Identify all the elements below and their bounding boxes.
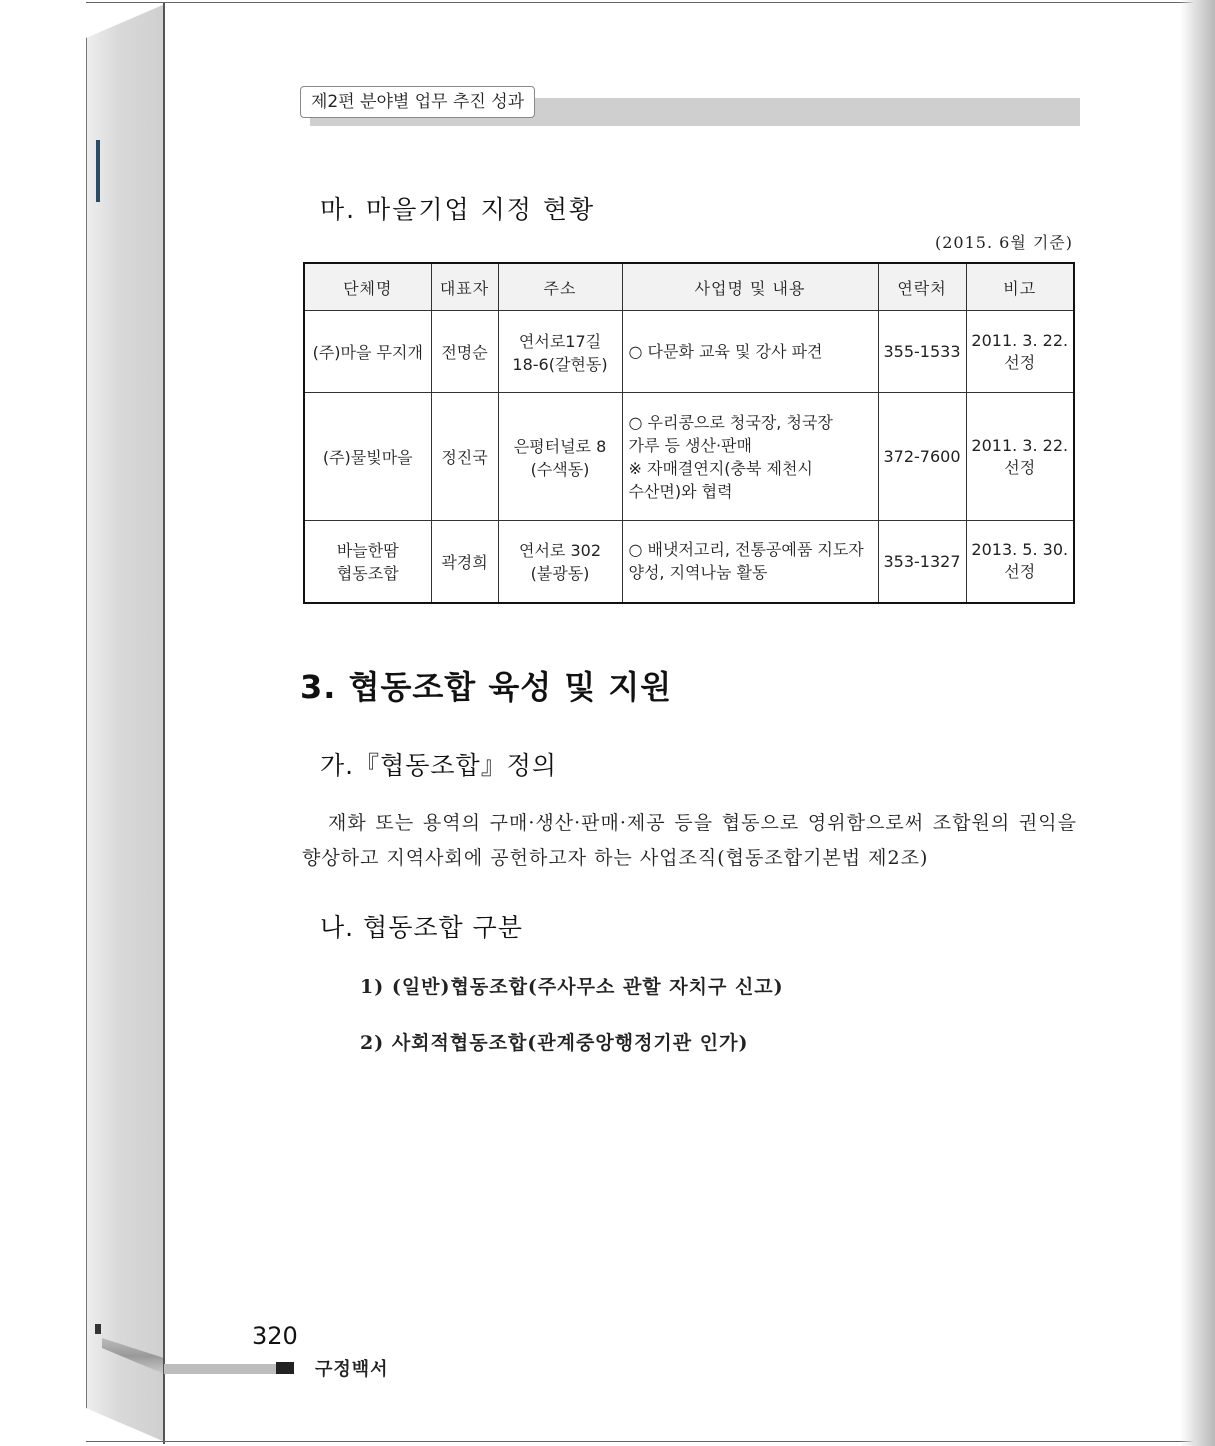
business-cell: ○ 다문화 교육 및 강사 파견 (622, 311, 878, 393)
column-header: 단체명 (304, 263, 431, 311)
table-row (304, 311, 1074, 393)
table-row (304, 521, 1074, 603)
note-cell: 2011. 3. 22. 선정 (966, 311, 1074, 393)
column-header: 연락처 (878, 263, 966, 311)
address-cell: 은평터널로 8 (수색동) (498, 393, 622, 521)
org-name-cell: (주)마을 무지개 (304, 311, 431, 393)
phone-cell: 372-7600 (878, 393, 966, 521)
footer-bar (164, 1364, 276, 1374)
spine-edge (163, 2, 165, 1444)
column-header: 대표자 (431, 263, 498, 311)
cooperative-definition-paragraph: 재화 또는 용역의 구매·생산·판매·제공 등을 협동으로 영위함으로써 조합원의 권익을 향상하고 지역사회에 공헌하고자 하는 사업조직(협동조합기본법 제2조) (302, 812, 1077, 869)
phone-cell: 355-1533 (878, 311, 966, 393)
representative-cell: 전명순 (431, 311, 498, 393)
note-cell: 2011. 3. 22. 선정 (966, 393, 1074, 521)
table-header-row (304, 263, 1074, 311)
page-shadow (1180, 0, 1215, 1446)
representative-cell: 정진국 (431, 393, 498, 521)
org-name-cell: (주)물빛마을 (304, 393, 431, 521)
footer-block (276, 1362, 294, 1374)
section-ma-title: 마. 마을기업 지정 현황 (320, 195, 596, 224)
org-name-cell: 바늘한땀 협동조합 (304, 521, 431, 603)
page-number: 320 (252, 1322, 298, 1350)
address-cell: 연서로17길 18-6(갈현동) (498, 311, 622, 393)
phone-cell: 353-1327 (878, 521, 966, 603)
chapter-header-tab: 제2편 분야별 업무 추진 성과 (300, 86, 535, 118)
cooperative-type-item: 2) 사회적협동조합(관계중앙행정기관 인가) (360, 1032, 749, 1054)
table-date-note: (2015. 6월 기준) (935, 233, 1074, 252)
spine-dot (95, 1324, 101, 1334)
business-cell: ○ 배냇저고리, 전통공예품 지도자 양성, 지역나눔 활동 (622, 521, 878, 603)
column-header: 주소 (498, 263, 622, 311)
village-enterprise-table (303, 262, 1075, 604)
table-row (304, 393, 1074, 521)
note-cell: 2013. 5. 30. 선정 (966, 521, 1074, 603)
book-outline (86, 2, 1208, 1442)
cooperative-type-item: 1) (일반)협동조합(주사무소 관할 자치구 신고) (360, 976, 784, 998)
representative-cell: 곽경희 (431, 521, 498, 603)
address-cell: 연서로 302 (불광동) (498, 521, 622, 603)
section-3-heading: 3. 협동조합 육성 및 지원 (300, 668, 673, 706)
column-header: 사업명 및 내용 (622, 263, 878, 311)
section-na-title: 나. 협동조합 구분 (320, 913, 523, 942)
business-cell: ○ 우리콩으로 청국장, 청국장 가루 등 생산·판매 ※ 자매결연지(충북 제천시 수산면)와 협력 (622, 393, 878, 521)
spine-mark (96, 140, 100, 202)
column-header: 비고 (966, 263, 1074, 311)
section-ga-title: 가.『협동조합』정의 (320, 751, 557, 780)
book-spine (86, 4, 165, 1442)
footer-book-title: 구정백서 (315, 1359, 389, 1380)
